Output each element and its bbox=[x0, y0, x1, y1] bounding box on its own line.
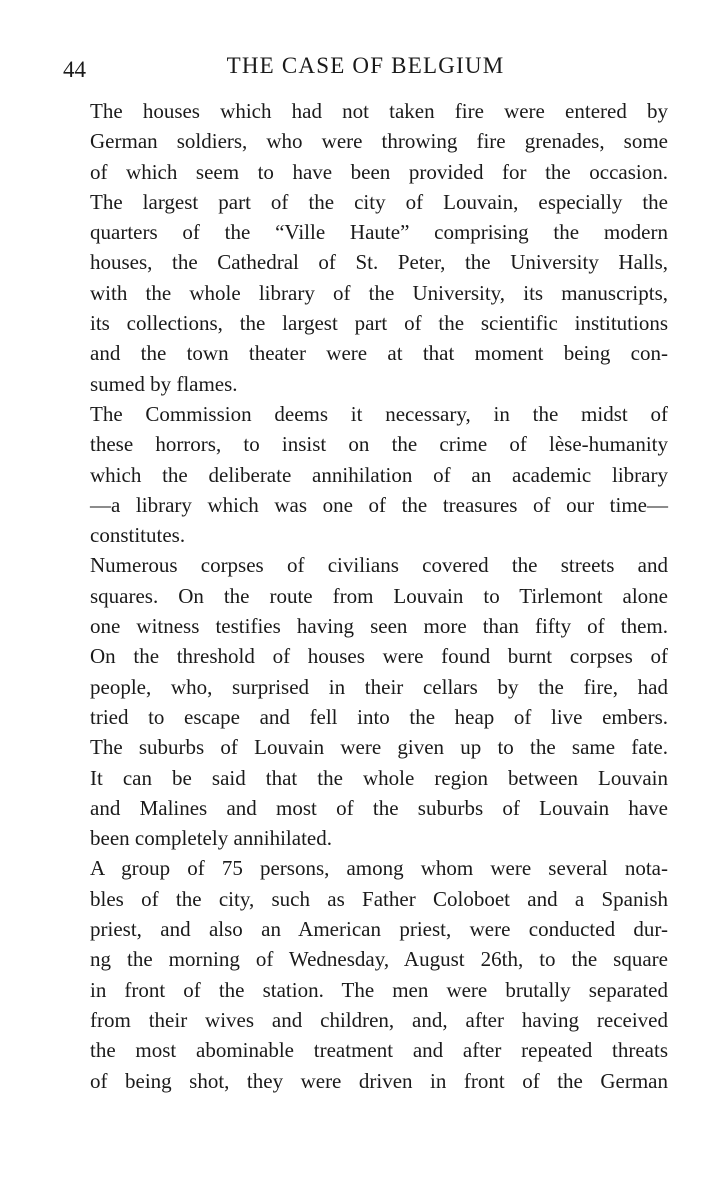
paragraph-2 bbox=[63, 399, 668, 550]
text-line: priest, and also an American priest, were conducted dur- bbox=[90, 917, 668, 942]
paragraph-3 bbox=[63, 550, 668, 853]
text-line: A group of 75 persons, among whom were several nota- bbox=[90, 856, 668, 881]
text-line: quarters of the “Ville Haute” comprising the modern bbox=[90, 220, 668, 245]
text-line: The suburbs of Louvain were given up to the same fate. bbox=[90, 735, 668, 760]
text-line: German soldiers, who were throwing fire grenades, some bbox=[90, 129, 668, 154]
text-line: —a library which was one of the treasures of our time— bbox=[90, 492, 668, 517]
text-line: sumed by flames. bbox=[90, 371, 238, 396]
text-line: houses, the Cathedral of St. Peter, the University Halls, bbox=[90, 250, 668, 275]
running-head bbox=[63, 48, 668, 84]
text-line: which the deliberate annihilation of an academic library bbox=[90, 462, 668, 487]
text-line: with the whole library of the University, its manuscripts, bbox=[90, 280, 668, 305]
text-line: It can be said that the whole region between Louvain bbox=[90, 765, 668, 790]
text-line: of being shot, they were driven in front of the German bbox=[90, 1068, 668, 1093]
paragraph-1 bbox=[63, 96, 668, 399]
text-line: and the town theater were at that moment being con- bbox=[90, 341, 668, 366]
text-line: ng the morning of Wednesday, August 26th, to the square bbox=[90, 947, 668, 972]
text-line: from their wives and children, and, after having received bbox=[90, 1007, 668, 1032]
text-line: one witness testifies having seen more than fifty of them. bbox=[90, 614, 668, 639]
text-line: its collections, the largest part of the scientific institutions bbox=[90, 311, 668, 336]
book-page bbox=[63, 48, 668, 1096]
page-number: 44 bbox=[63, 57, 86, 82]
text-line: The Commission deems it necessary, in the midst of bbox=[90, 401, 668, 426]
paragraph-4 bbox=[63, 853, 668, 1095]
text-line: people, who, surprised in their cellars by the fire, had bbox=[90, 674, 668, 699]
body-text bbox=[63, 96, 668, 1096]
text-line: and Malines and most of the suburbs of Louvain have bbox=[90, 795, 668, 820]
text-line: squares. On the route from Louvain to Tirlemont alone bbox=[90, 583, 668, 608]
text-line: tried to escape and fell into the heap of live embers. bbox=[90, 704, 668, 729]
text-line: the most abominable treatment and after repeated threats bbox=[90, 1038, 668, 1063]
text-line: The largest part of the city of Louvain, especially the bbox=[90, 189, 668, 214]
text-line: The houses which had not taken fire were entered by bbox=[90, 99, 668, 123]
text-line: these horrors, to insist on the crime of lèse-humanity bbox=[90, 432, 668, 457]
text-line: bles of the city, such as Father Coloboet and a Spanish bbox=[90, 886, 668, 911]
text-line: constitutes. bbox=[90, 523, 186, 548]
running-title: THE CASE OF BELGIUM bbox=[226, 53, 505, 78]
text-line: in front of the station. The men were brutally separated bbox=[90, 977, 668, 1002]
text-line: of which seem to have been provided for the occasion. bbox=[90, 159, 668, 184]
text-line: On the threshold of houses were found burnt corpses of bbox=[90, 644, 668, 669]
text-line: been completely annihilated. bbox=[90, 826, 332, 851]
text-line: Numerous corpses of civilians covered the streets and bbox=[90, 553, 668, 578]
